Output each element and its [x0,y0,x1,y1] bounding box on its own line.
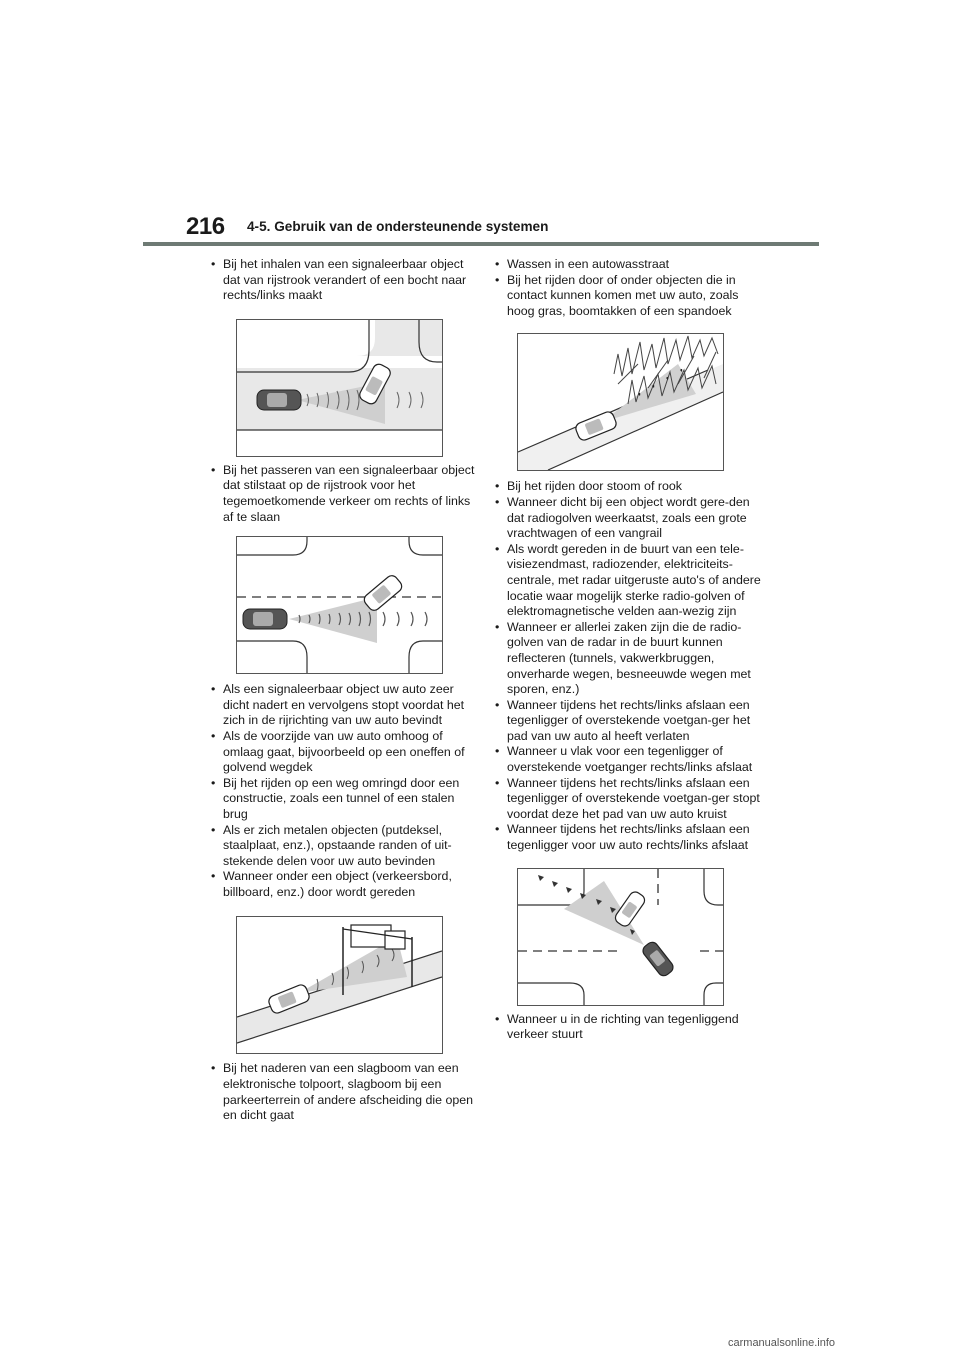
bullet-list [208,1061,480,1123]
figure-turning-intersection [517,868,724,1006]
bullet-list [492,257,762,319]
left-column [208,257,480,1124]
bullet-list [208,257,480,304]
figure-tall-grass [517,333,724,471]
figure-passing-stopped-vehicle [236,536,443,674]
list-item: • Bij het rijden door stoom of rook [492,479,762,495]
list-item: • Wanneer u vlak voor een tegenligger of overstekende voetganger rechts/links afslaat [492,744,762,775]
bullet-list [208,463,480,525]
section-title: 4-5. Gebruik van de ondersteunende systemen [247,219,549,234]
list-item: • Bij het rijden op een weg omringd door een constructie, zoals een tunnel of een stalen brug [208,776,480,823]
figure-overtaking-lane-change [236,319,443,457]
bullet-list [492,1012,762,1043]
list-item: • Wanneer u in de richting van tegenliggend verkeer stuurt [492,1012,762,1043]
list-item: • Wanneer tijdens het rechts/links afslaan een tegenligger of overstekende voetgan-ger het pad van uw auto al heeft verlaten [492,698,762,745]
list-item: • Bij het rijden door of onder objecten die in contact kunnen komen met uw auto, zoals hoog gras, boomtakken of een spandoek [492,273,762,320]
header-rule [143,242,819,246]
bullet-list [492,479,762,853]
list-item: • Bij het inhalen van een signaleerbaar object dat van rijstrook verandert of een bocht naar rechts/links maakt [208,257,480,304]
list-item: • Als een signaleerbaar object uw auto zeer dicht nadert en vervolgens stopt voordat het zich in de rijrichting van uw auto bevindt [208,682,480,729]
list-item: • Bij het naderen van een slagboom van een elektronische tolpoort, slagboom bij een parkeerterrein of andere afscheiding die open en dicht gaat [208,1061,480,1123]
page-number: 216 [186,213,225,240]
list-item: • Als wordt gereden in de buurt van een tele-visiezendmast, radiozender, elektriciteits-centrale, met radar uitgeruste auto's of andere locatie waar mogelijk sterke radio-golven of elektromagnetische velden aan-wezig zijn [492,542,762,620]
list-item: • Wanneer onder een object (verkeersbord, billboard, enz.) door wordt gereden [208,869,480,900]
right-column [492,257,762,1043]
watermark: carmanualsonline.info [728,1337,836,1349]
list-item: • Wanneer er allerlei zaken zijn die de radio-golven van de radar in de buurt kunnen reflecteren (tunnels, vakwerkbruggen, onverharde wegen, besneeuwde wegen met sporen, enz.) [492,620,762,698]
figure-under-sign [236,916,443,1054]
list-item: • Wanneer tijdens het rechts/links afslaan een tegenligger voor uw auto rechts/links afslaat [492,822,762,853]
list-item: • Wanneer tijdens het rechts/links afslaan een tegenligger of overstekende voetgan-ger stopt voordat deze het pad van uw auto kruist [492,776,762,823]
bullet-list [208,682,480,900]
list-item: • Wanneer dicht bij een object wordt gere-den dat radiogolven weerkaatst, zoals een grote vrachtwagen of een vangrail [492,495,762,542]
list-item: • Bij het passeren van een signaleerbaar object dat stilstaat op de rijstrook voor het tegemoetkomende verkeer om rechts of links af te slaan [208,463,480,525]
list-item: • Wassen in een autowasstraat [492,257,762,273]
list-item: • Als er zich metalen objecten (putdeksel, staalplaat, enz.), opstaande randen of uit-stekende delen voor uw auto bevinden [208,823,480,870]
list-item: • Als de voorzijde van uw auto omhoog of omlaag gaat, bijvoorbeeld op een oneffen of golvend wegdek [208,729,480,776]
